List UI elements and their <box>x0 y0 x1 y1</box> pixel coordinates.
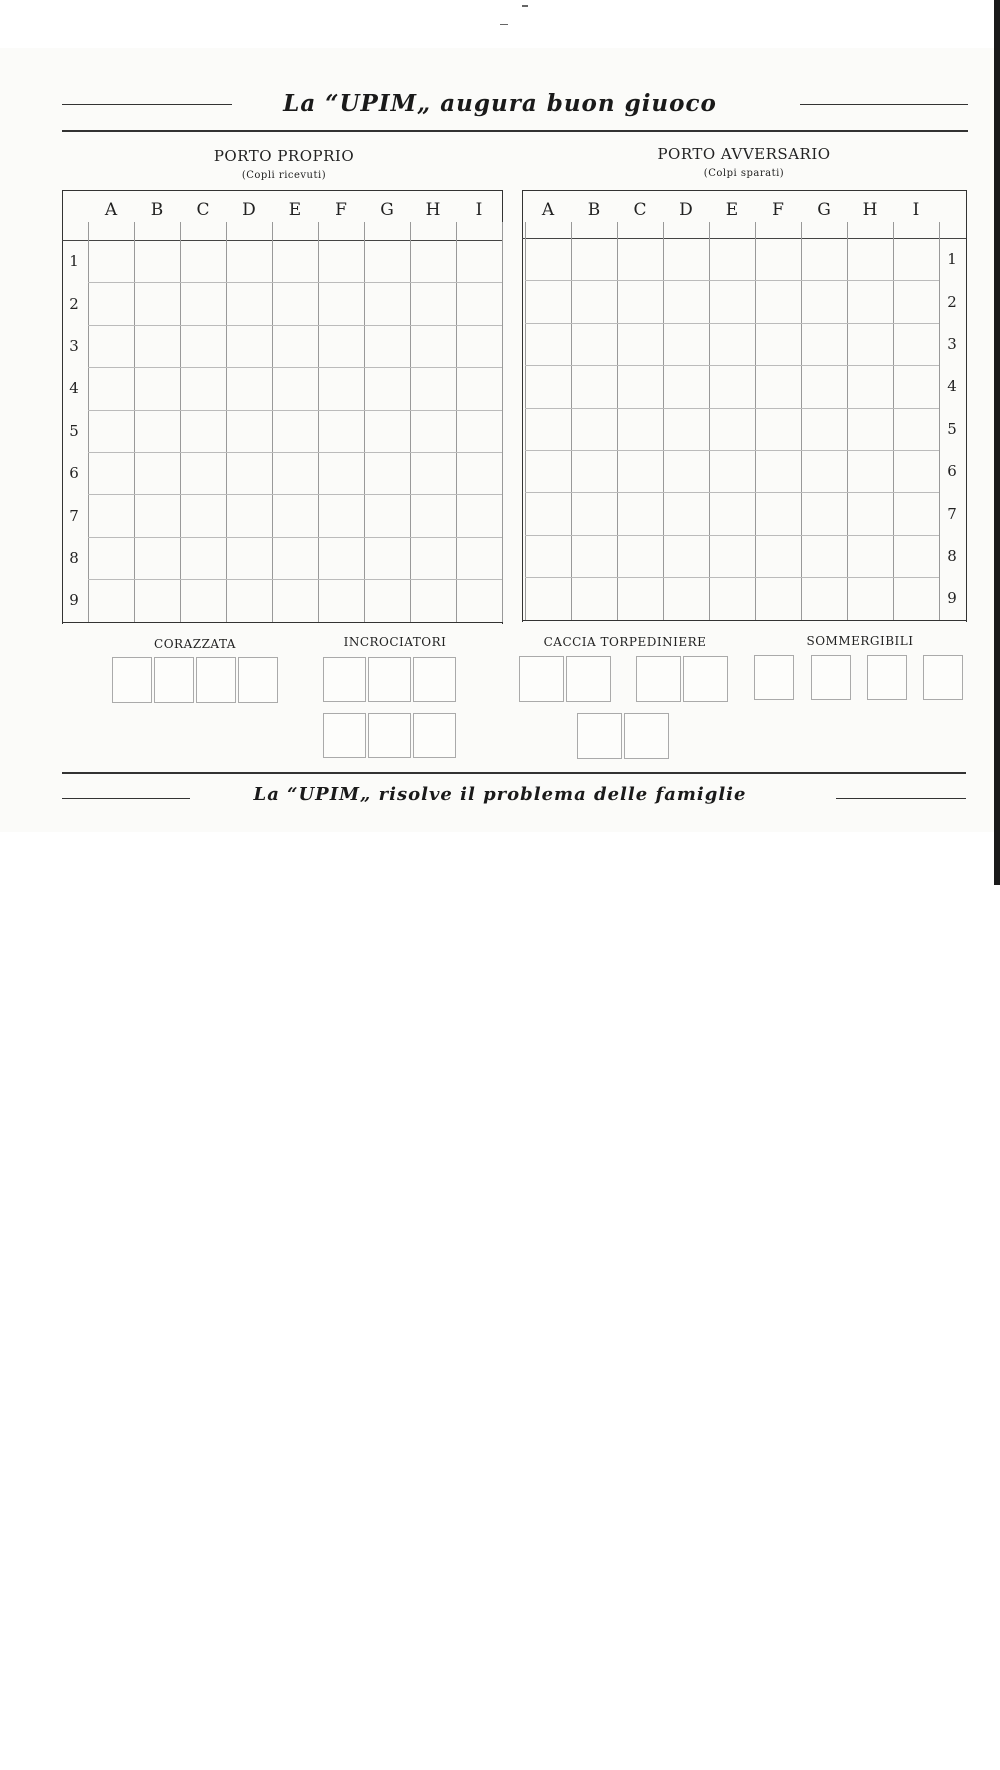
right-grid-row-line <box>525 365 939 366</box>
right-grid-subtitle: (Colpi sparati) <box>703 168 785 179</box>
caccia-box[interactable] <box>683 656 728 702</box>
incrociatore-box[interactable] <box>323 713 366 758</box>
left-grid-cell-d5[interactable] <box>0 1497 42 1535</box>
right-grid-row-line <box>525 323 939 324</box>
right-grid-col-line <box>847 222 848 620</box>
left-grid-header-rule <box>62 240 502 241</box>
right-grid-border-left <box>522 190 523 622</box>
right-grid-col-header-g: G <box>817 200 831 220</box>
left-grid-row-label-2: 2 <box>69 294 79 313</box>
right-grid-row-label-1: 1 <box>947 250 957 269</box>
left-grid-cell-a4[interactable] <box>0 1037 42 1075</box>
right-grid-row-label-9: 9 <box>947 589 957 608</box>
left-grid-cell-b4[interactable] <box>0 1075 42 1113</box>
corazzata-box[interactable] <box>238 657 278 703</box>
left-grid-row-line <box>88 537 502 538</box>
ship-label-incrociatori: INCROCIATORI <box>343 635 447 649</box>
left-grid-col-header-d: D <box>242 200 256 220</box>
left-grid-row-label-1: 1 <box>69 252 79 271</box>
right-grid-row-label-7: 7 <box>947 504 957 523</box>
right-grid-row-label-4: 4 <box>947 377 957 396</box>
header-slogan: La “UPIM„ augura buon giuoco <box>283 90 717 117</box>
corazzata-box[interactable] <box>154 657 194 703</box>
left-grid-row-label-8: 8 <box>69 549 79 567</box>
corazzata-box[interactable] <box>196 657 236 703</box>
left-grid-border-left <box>62 190 63 624</box>
ship-label-sommergibili: SOMMERGIBILI <box>806 634 914 648</box>
caccia-box[interactable] <box>624 713 669 759</box>
left-grid-bottom-rule <box>62 622 502 623</box>
right-grid-col-line <box>709 222 710 620</box>
left-grid-cell-a1[interactable] <box>0 0 42 38</box>
sommergibile-box[interactable] <box>811 655 851 700</box>
caccia-box[interactable] <box>636 656 681 702</box>
right-grid-row-label-6: 6 <box>947 462 957 481</box>
left-grid-top-rule <box>62 190 502 191</box>
left-grid-col-header-g: G <box>380 200 394 220</box>
left-grid-cell-f5[interactable] <box>0 1574 42 1612</box>
right-grid-row-line <box>525 577 939 578</box>
right-grid-col-line <box>571 222 572 620</box>
incrociatore-box[interactable] <box>413 713 456 758</box>
header-double-rule <box>62 130 968 132</box>
right-grid-row-label-3: 3 <box>947 335 957 353</box>
game-sheet <box>0 48 994 832</box>
left-grid-cell-c4[interactable] <box>0 1113 42 1151</box>
right-grid-col-header-i: I <box>912 200 920 220</box>
right-grid-row-line <box>525 535 939 536</box>
right-grid-border-right <box>966 190 967 622</box>
left-grid-row-label-7: 7 <box>69 506 79 525</box>
right-grid-bottom-rule <box>522 620 966 621</box>
right-grid-col-header-a: A <box>541 200 555 220</box>
left-grid-cell-g3[interactable] <box>0 921 42 959</box>
left-grid-cell-a5[interactable] <box>0 1382 42 1420</box>
right-grid-col-line <box>755 222 756 620</box>
left-grid-row-line <box>88 494 502 495</box>
left-grid-cell-h5[interactable] <box>0 1651 42 1689</box>
left-grid-row-label-5: 5 <box>69 421 79 440</box>
left-grid-row-line <box>88 367 502 368</box>
right-grid-col-line <box>663 222 664 620</box>
left-grid-cell-i5[interactable] <box>0 1689 42 1727</box>
right-grid-col-header-d: D <box>679 200 693 220</box>
left-grid-cell-g4[interactable] <box>0 1267 42 1305</box>
sommergibile-box[interactable] <box>923 655 963 700</box>
right-grid-row-line <box>525 280 939 281</box>
left-grid-cell-h3[interactable] <box>0 960 42 998</box>
incrociatore-box[interactable] <box>368 713 411 758</box>
ship-label-corazzata: CORAZZATA <box>154 637 236 651</box>
right-grid-col-header-c: C <box>633 200 647 220</box>
left-grid-col-header-e: E <box>288 200 302 220</box>
right-grid-col-line <box>939 222 940 620</box>
right-grid-header-rule <box>522 238 966 239</box>
right-grid-col-line <box>525 222 526 620</box>
right-grid-row-line <box>525 408 939 409</box>
scan-speck <box>522 5 528 7</box>
scan-speck <box>500 24 508 25</box>
left-grid-col-header-b: B <box>150 200 164 220</box>
left-grid-cell-f3[interactable] <box>0 883 42 921</box>
left-grid-row-line <box>88 579 502 580</box>
left-grid-row-label-9: 9 <box>69 591 79 610</box>
right-grid-col-header-e: E <box>725 200 739 220</box>
right-grid-row-line <box>525 450 939 451</box>
left-grid-row-label-4: 4 <box>69 379 79 398</box>
right-grid-row-label-5: 5 <box>947 419 957 438</box>
right-grid-col-header-b: B <box>587 200 601 220</box>
incrociatore-box[interactable] <box>413 657 456 702</box>
incrociatore-box[interactable] <box>368 657 411 702</box>
left-grid-row-label-6: 6 <box>69 464 79 483</box>
left-grid-title: PORTO PROPRIO <box>213 147 355 165</box>
right-grid-col-line <box>893 222 894 620</box>
left-grid-row-label-3: 3 <box>69 337 79 355</box>
right-grid-title: PORTO AVVERSARIO <box>657 145 831 163</box>
right-grid-row-label-8: 8 <box>947 547 957 565</box>
ship-label-caccia: CACCIA TORPEDINIERE <box>543 635 707 649</box>
left-grid-cell-f4[interactable] <box>0 1229 42 1267</box>
left-grid-cell-d4[interactable] <box>0 1152 42 1190</box>
caccia-box[interactable] <box>577 713 622 759</box>
left-grid-col-header-h: H <box>425 200 441 220</box>
right-grid-row-line <box>525 492 939 493</box>
left-grid-cell-g5[interactable] <box>0 1612 42 1650</box>
right-grid-col-header-f: F <box>772 200 784 220</box>
left-grid-subtitle: (Copli ricevuti) <box>241 170 327 181</box>
left-grid-cell-a6[interactable] <box>0 1728 42 1766</box>
caccia-box[interactable] <box>519 656 564 702</box>
footer-slogan: La “UPIM„ risolve il problema delle famiglie <box>253 784 747 805</box>
left-grid-col-header-i: I <box>475 200 483 220</box>
left-grid-row-line <box>88 325 502 326</box>
right-grid-col-line <box>617 222 618 620</box>
left-grid-col-header-a: A <box>104 200 118 220</box>
left-grid-col-line <box>502 222 503 622</box>
right-grid-row-label-2: 2 <box>947 292 957 311</box>
caccia-box[interactable] <box>566 656 611 702</box>
sommergibile-box[interactable] <box>754 655 794 700</box>
left-grid-cell-i3[interactable] <box>0 998 42 1036</box>
right-grid-top-rule <box>522 190 966 191</box>
left-grid-row-line <box>88 410 502 411</box>
left-grid-cell-e4[interactable] <box>0 1190 42 1228</box>
left-grid-cell-c5[interactable] <box>0 1459 42 1497</box>
incrociatore-box[interactable] <box>323 657 366 702</box>
left-grid-cell-i4[interactable] <box>0 1344 42 1382</box>
scan-edge <box>994 0 1000 885</box>
left-grid-row-line <box>88 452 502 453</box>
left-grid-cell-h4[interactable] <box>0 1305 42 1343</box>
right-grid-col-line <box>801 222 802 620</box>
left-grid-cell-b6[interactable] <box>0 1766 42 1770</box>
left-grid-row-line <box>88 282 502 283</box>
footer-double-rule <box>62 772 966 774</box>
corazzata-box[interactable] <box>112 657 152 703</box>
left-grid-cell-e5[interactable] <box>0 1536 42 1574</box>
right-grid-col-header-h: H <box>862 200 878 220</box>
left-grid-cell-b5[interactable] <box>0 1420 42 1458</box>
sommergibile-box[interactable] <box>867 655 907 700</box>
left-grid-col-header-f: F <box>335 200 347 220</box>
left-grid-col-header-c: C <box>196 200 210 220</box>
left-grid-cell-e3[interactable] <box>0 845 42 883</box>
